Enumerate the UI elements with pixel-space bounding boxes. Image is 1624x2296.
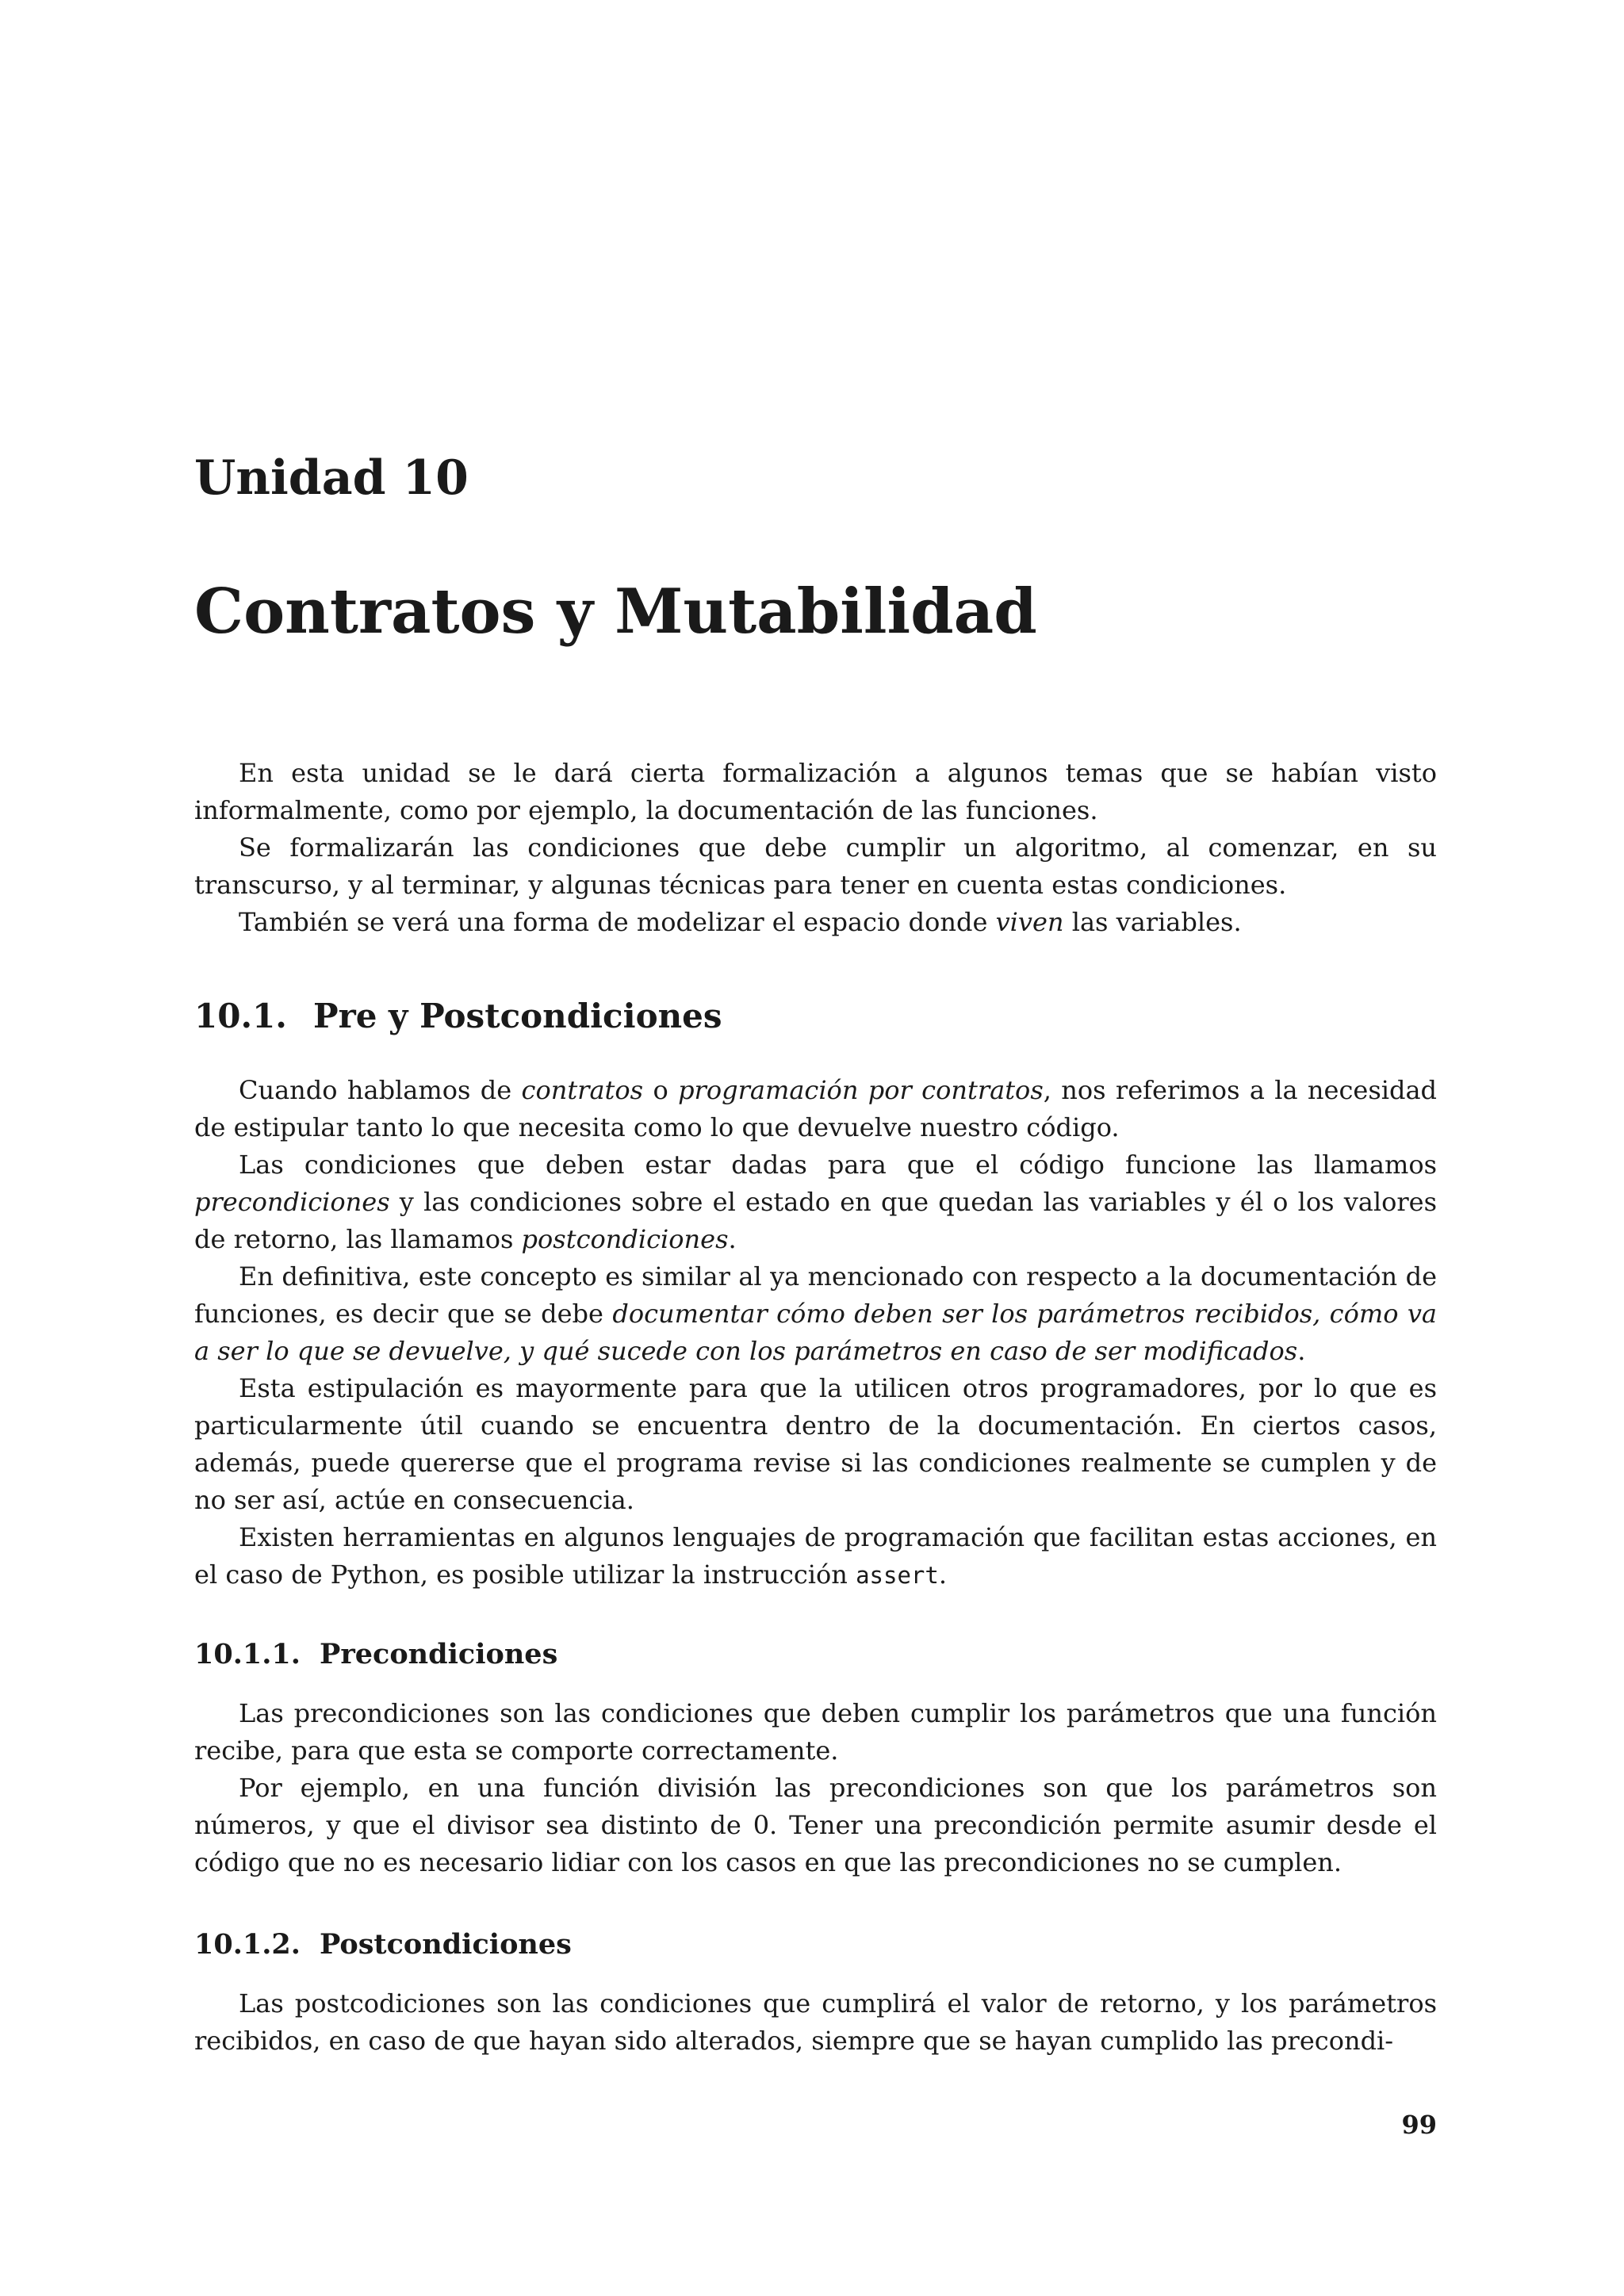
intro-paragraph-3: También se verá una forma de modelizar el espacio donde viven las variables.	[239, 907, 1242, 937]
section-10-1-paragraph-2: Las condiciones que deben estar dadas para que el código funcione las llamamos precondiciones y las condiciones sobre el estado en que quedan las variables y él o los valores de retorno, las llamamos postcondiciones.	[194, 1150, 1437, 1254]
document-page	[194, 0, 1437, 2296]
section-title: Postcondiciones	[320, 1928, 572, 1961]
section-10-1-2-paragraph-1: Las postcodiciones son las condiciones que cumplirá el valor de retorno, y los parámetros recibidos, en caso de que hayan sido alterados, siempre que se hayan cumplido las precondi-	[194, 1988, 1437, 2056]
section-10-1-2	[194, 1925, 1437, 1965]
section-number: 10.1.	[194, 997, 287, 1035]
intro-paragraph-2: Se formalizarán las condiciones que debe cumplir un algoritmo, al comenzar, en su transcurso, y al terminar, y algunas técnicas para tener en cuenta estas condiciones.	[194, 832, 1437, 900]
intro-section	[194, 755, 1437, 941]
chapter-label: Unidad 10	[194, 450, 469, 506]
section-10-1-1	[194, 1635, 1437, 1674]
section-10-1-paragraph-5: Existen herramientas en algunos lenguajes de programación que facilitan estas acciones, en el caso de Python, es posible utilizar la instrucción assert.	[194, 1522, 1437, 1590]
section-title: Pre y Postcondiciones	[313, 997, 722, 1035]
section-10-1-1-body	[194, 1695, 1437, 1881]
section-number: 10.1.1.	[194, 1638, 301, 1670]
section-title: Precondiciones	[320, 1638, 558, 1670]
chapter-title: Contratos y Mutabilidad	[194, 576, 1037, 648]
section-10-1	[194, 993, 1437, 1040]
section-10-1-paragraph-4: Esta estipulación es mayormente para que la utilicen otros programadores, por lo que es particularmente útil cuando se encuentra dentro de la documentación. En ciertos casos, además, puede quererse que el programa revise si las condiciones realmente se cumplen y de no ser así, actúe en consecuencia.	[194, 1373, 1437, 1515]
page-number: 99	[1401, 2110, 1437, 2140]
section-heading-10-1-1	[194, 1635, 1437, 1674]
section-10-1-1-paragraph-1: Las precondiciones son las condiciones que deben cumplir los parámetros que una función recibe, para que esta se comporte correctamente.	[194, 1698, 1437, 1766]
section-heading-10-1	[194, 993, 1437, 1040]
section-number: 10.1.2.	[194, 1928, 301, 1961]
section-10-1-1-paragraph-2: Por ejemplo, en una función división las precondiciones son que los parámetros son números, y que el divisor sea distinto de 0. Tener una precondición permite asumir desde el código que no es necesario lidiar con los casos en que las precondiciones no se cumplen.	[194, 1773, 1437, 1877]
section-10-1-2-body	[194, 1985, 1437, 2060]
section-10-1-body	[194, 1072, 1437, 1594]
section-heading-10-1-2	[194, 1925, 1437, 1965]
code-assert: assert	[856, 1562, 939, 1589]
section-10-1-paragraph-1: Cuando hablamos de contratos o programación por contratos, nos referimos a la necesidad de estipular tanto lo que necesita como lo que devuelve nuestro código.	[194, 1075, 1438, 1142]
intro-paragraph-1: En esta unidad se le dará cierta formalización a algunos temas que se habían visto informalmente, como por ejemplo, la documentación de las funciones.	[194, 758, 1437, 825]
emphasis-viven: viven	[995, 907, 1064, 937]
section-10-1-paragraph-3: En definitiva, este concepto es similar al ya mencionado con respecto a la documentación de funciones, es decir que se debe documentar cómo deben ser los parámetros recibidos, cómo va a ser lo que se devuelve, y qué sucede con los parámetros en caso de ser modificados.	[194, 1261, 1438, 1366]
